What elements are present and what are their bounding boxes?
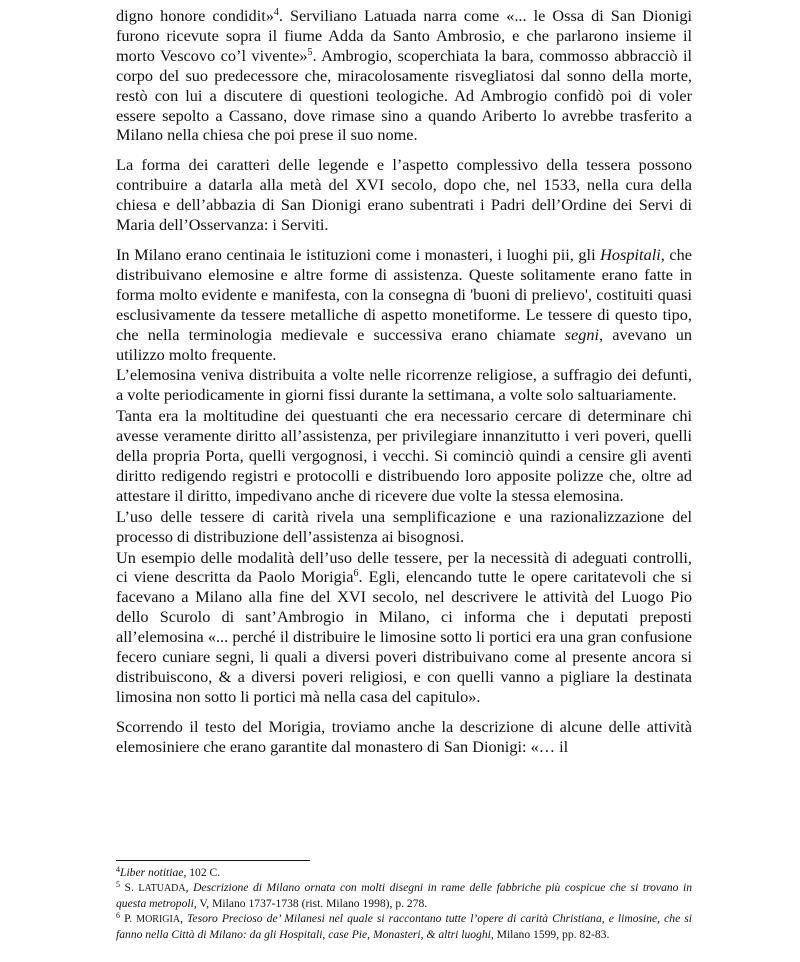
paragraph-7: Un esempio delle modalità dell’uso delle tessere, per la necessità di adeguati controlli, ci viene descritta da Paolo Morigia$^6$. Egli, elencando tutte le opere caritatevoli che si facevano a Milano alla fine del XVI secolo, nel descrivere le attività del Luogo Pio dello Scurolo di sant’Ambrogio in Milano, ci informa che i deputati preposti all’elemosina «... perché il distribuire le limosine sotto li portici era una gran confusione fecero cuniare segni, li quali a diversi poveri distribuivano come al presente ancora si distribuiscono, & a diversi poveri religiosi, e con quelli vanno a pigliare la destinata limosina non sotto li portici mà nella casa del capitulo». [116, 547, 692, 706]
footnote-ref-6[interactable]: 6 [353, 568, 359, 580]
footnote-5: $^5$ S. LATUADA, Descrizione di Milano ornata con molti disegni in rame delle fabbriche più cospicue che si trovano in questa metropoli, V, Milano 1737-1738 (rist. Milano 1998), p. 278. [116, 880, 692, 910]
paragraph-3: In Milano erano centinaia le istituzioni come i monasteri, i luoghi pii, gli Hospitali, che distribuivano elemosine e altre forme di assistenza. Queste solitamente erano fatte in forma molto evidente e manifesta, con la consegna di 'buoni di prelievo', costituiti quasi esclusivamente da tessere metalliche di aspetto monetiforme. Le tessere di questo tipo, che nella terminologia medievale e successiva erano chiamate segni, avevano un utilizzo molto frequente. [116, 244, 693, 364]
paragraph-5: Tanta era la moltitudine dei questuanti che era necessario cercare di determinare chi avesse veramente diritto all’assistenza, per privilegiare innanzitutto i veri poveri, quelli della propria Porta, quelli vergognosi, i vecchi. Si cominciò quindi a censire gli aventi diritto redigendo registri e protocolli e distribuendo loro apposite polizze che, oltre ad attestare il diritto, impedivano anche di ricevere due volte la stessa elemosina. [116, 406, 692, 505]
paragraph-4: L’elemosina veniva distribuita a volte nelle ricorrenze religiose, a suffragio dei defunti, a volte periodicamente in giorni fissi durante la settimana, a volte solo saltuariamente. [116, 365, 692, 405]
body-text [116, 6, 692, 757]
paragraph-1: digno honore condidit»$^4$. Serviliano Latuada narra come «... le Ossa di San Dionigi furono ricevute sopra il fiume Adda da Santo Ambrosio, e che parlarono insieme il morto Vescovo co’l vivente»$^5$. Ambrogio, scoperchiata la bara, commosso abbracciò il corpo del suo predecessore che, miracolosamente risvegliatosi dal sonno della morte, restò con lui a discutere di questioni teologiche. Ad Ambrogio confidò poi di voler essere sepolto a Cassano, dove rimase sino a quando Ariberto lo avrebbe trasferito a Milano nella chiesa che poi prese il suo nome. [116, 6, 693, 145]
footnote-6: $^6$ P. MORIGIA, Tesoro Precioso de’ Milanesi nel quale si raccontano tutte l’opere di carità Christiana, e limosine, che si fanno nella Città di Milano: da gli Hospitali, case Pie, Monasteri, & altri luoghi, Milano 1599, pp. 82-83. [116, 911, 693, 941]
footnote-separator [116, 860, 310, 861]
paragraph-8: Scorrendo il testo del Morigia, troviamo anche la descrizione di alcune delle attività elemosiniere che erano garantite dal monastero di San Dionigi: «… il [116, 716, 692, 756]
footnote-4: $^4$Liber notitiae, 102 C. [116, 865, 221, 879]
footnote-ref-5[interactable]: 5 [307, 46, 313, 58]
footnote-author: LATUADA [138, 883, 186, 895]
paragraph-2: La forma dei caratteri delle legende e l’aspetto complessivo della tessera possono contribuire a datarla alla metà del XVI secolo, dopo che, nel 1533, nella cura della chiesa e dell’abbazia di San Dionigi erano subentrati i Padri dell’Ordine dei Servi di Maria dell’Osservanza: i Serviti. [116, 155, 692, 235]
footnote-ref-4[interactable]: 4 [273, 7, 279, 18]
footnotes [116, 866, 692, 943]
footnote-author: MORIGIA [136, 914, 181, 926]
paragraph-6: L’uso delle tessere di carità rivela una semplificazione e una razionalizzazione del processo di distribuzione dell’assistenza ai bisognosi. [116, 506, 692, 546]
